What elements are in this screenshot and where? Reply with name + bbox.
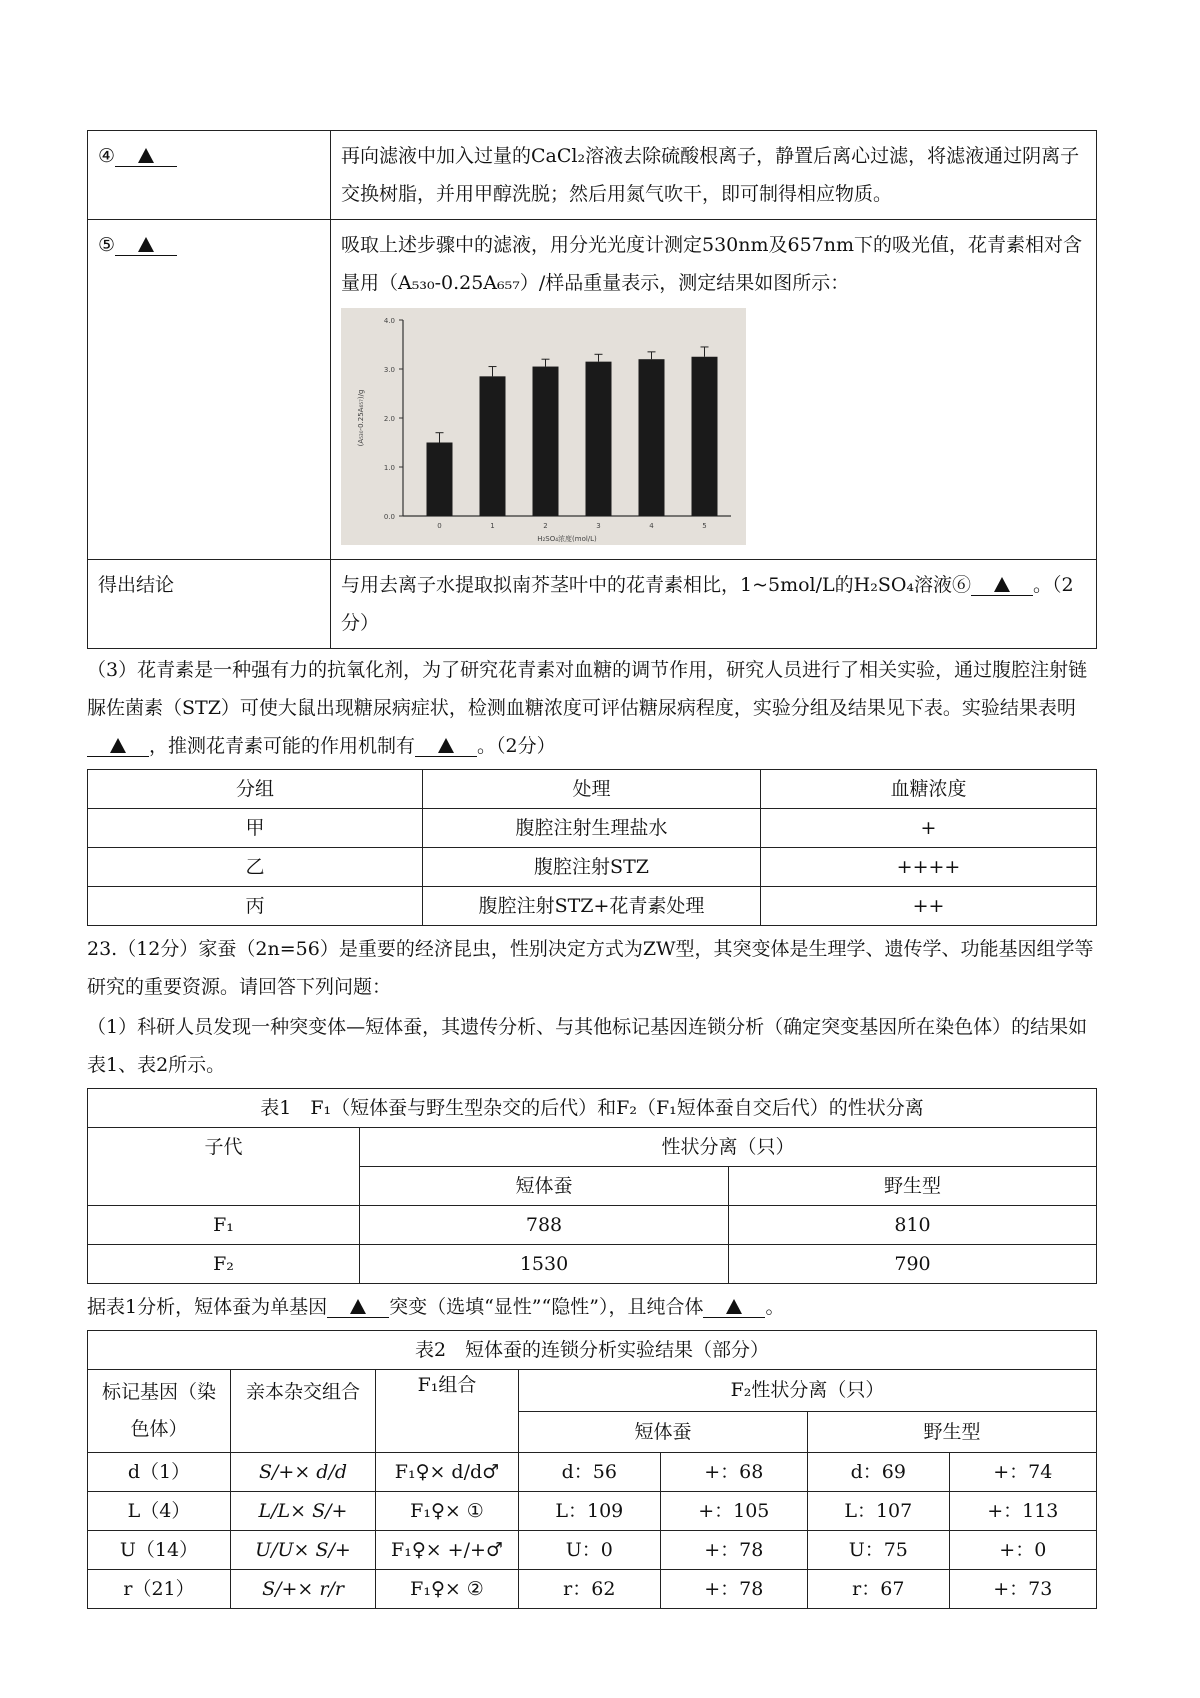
bar	[586, 362, 612, 516]
exam-page	[87, 130, 1097, 1609]
header-glucose: 血糖浓度	[761, 770, 1097, 809]
steps-table	[87, 130, 1097, 649]
bar	[639, 359, 665, 516]
table-cell: F₁♀× ①	[376, 1492, 519, 1531]
table-cell: d：56	[519, 1453, 661, 1492]
table-row	[88, 1492, 1097, 1531]
q3-text-a: （3）花青素是一种强有力的抗氧化剂，为了研究花青素对血糖的调节作用，研究人员进行了相关实验，通过腹腔注射链脲佐菌素（STZ）可使大鼠出现糖尿病症状，检测血糖浓度可评估糖尿病程度，实验分组及结果见下表。实验结果表明	[87, 659, 1088, 719]
table2-title: 表2 短体蚕的连锁分析实验结果（部分）	[88, 1331, 1097, 1370]
table-cell: 腹腔注射生理盐水	[423, 809, 761, 848]
table-cell: 丙	[88, 887, 423, 926]
header-group: 分组	[88, 770, 423, 809]
table-row	[88, 1570, 1097, 1609]
triangle-icon	[726, 1299, 742, 1314]
table-cell: +：78	[660, 1531, 807, 1570]
step-content: 再向滤液中加入过量的CaCl₂溶液去除硫酸根离子，静置后离心过滤，将滤液通过阴离子交换树脂，并用甲醇洗脱；然后用氮气吹干，即可制得相应物质。	[331, 131, 1097, 220]
analysis-text-a: 据表1分析，短体蚕为单基因	[87, 1296, 328, 1318]
table-cell: +：0	[949, 1531, 1096, 1570]
table1-title: 表1 F₁（短体蚕与野生型杂交的后代）和F₂（F₁短体蚕自交后代）的性状分离	[88, 1089, 1097, 1128]
header-short: 短体蚕	[360, 1167, 729, 1206]
table-cell: F₁♀× d/d♂	[376, 1453, 519, 1492]
table-cell: d（1）	[88, 1453, 231, 1492]
triangle-icon	[138, 148, 154, 163]
table-row	[88, 560, 1097, 649]
conclusion-text: 与用去离子水提取拟南芥茎叶中的花青素相比，1~5mol/L的H₂SO₄溶液⑥	[341, 574, 972, 596]
header-cross: 亲本杂交组合	[231, 1370, 376, 1453]
table-cell: U：0	[519, 1531, 661, 1570]
score-note: 。（2分）	[341, 574, 1074, 634]
table-cell: L/L× S/+	[231, 1492, 376, 1531]
table-row	[88, 1531, 1097, 1570]
table-header-row	[88, 1128, 1097, 1167]
table-cell: +：113	[949, 1492, 1096, 1531]
answer-blank	[115, 147, 177, 167]
x-tick-label: 0	[437, 522, 442, 530]
q3-text-b: ，推测花青素可能的作用机制有	[149, 735, 416, 757]
table-cell: 乙	[88, 848, 423, 887]
table-cell: 788	[360, 1206, 729, 1245]
table-cell: +：74	[949, 1453, 1096, 1492]
x-axis-label: H₂SO₄浓度(mol/L)	[537, 535, 597, 543]
y-tick-label: 3.0	[383, 366, 395, 374]
table-cell: L：107	[807, 1492, 949, 1531]
table-cell: +：68	[660, 1453, 807, 1492]
header-treatment: 处理	[423, 770, 761, 809]
table-cell: 790	[729, 1245, 1097, 1284]
table-cell: 腹腔注射STZ	[423, 848, 761, 887]
x-tick-label: 4	[649, 522, 654, 530]
analysis-paragraph	[87, 1288, 1097, 1326]
table-cell: S/+× d/d	[231, 1453, 376, 1492]
bar-chart	[341, 308, 746, 545]
table-row	[88, 220, 1097, 560]
x-tick-label: 2	[543, 522, 548, 530]
table-cell: L：109	[519, 1492, 661, 1531]
table-title-row	[88, 1089, 1097, 1128]
answer-blank	[327, 1298, 389, 1318]
x-tick-label: 1	[490, 522, 495, 530]
table-header-row	[88, 770, 1097, 809]
triangle-icon	[994, 577, 1010, 592]
y-axis-label: (A₅₃₀-0.25A₆₅₇)/g	[357, 389, 365, 447]
table-cell: 810	[729, 1206, 1097, 1245]
header-marker: 标记基因（染色体）	[88, 1370, 231, 1453]
table-cell: U/U× S/+	[231, 1531, 376, 1570]
answer-blank	[971, 576, 1033, 596]
table-cell: U（14）	[88, 1531, 231, 1570]
step-label: 得出结论	[88, 560, 331, 649]
y-tick-label: 1.0	[383, 464, 395, 472]
table1	[87, 1088, 1097, 1284]
step-label: ④	[98, 145, 116, 167]
step-label: ⑤	[98, 234, 116, 256]
q3-text-c: 。（2分）	[477, 735, 556, 757]
table-cell: ++++	[761, 848, 1097, 887]
q3-paragraph	[87, 651, 1097, 765]
triangle-icon	[110, 738, 126, 753]
table-cell: +：105	[660, 1492, 807, 1531]
bar	[427, 443, 453, 517]
analysis-text-c: 。	[765, 1296, 785, 1318]
answer-blank	[703, 1298, 765, 1318]
answer-blank	[415, 737, 477, 757]
table-cell: U：75	[807, 1531, 949, 1570]
header-f2: F₂性状分离（只）	[519, 1370, 1097, 1412]
bar	[533, 367, 559, 516]
header-separation: 性状分离（只）	[360, 1128, 1097, 1167]
table-cell: d：69	[807, 1453, 949, 1492]
table-cell: 腹腔注射STZ+花青素处理	[423, 887, 761, 926]
table-cell: +：78	[660, 1570, 807, 1609]
table-cell: F₁♀× +/+♂	[376, 1531, 519, 1570]
table-row	[88, 809, 1097, 848]
table-cell: 甲	[88, 809, 423, 848]
step-content: 吸取上述步骤中的滤液，用分光光度计测定530nm及657nm下的吸光值，花青素相对含量用（A₅₃₀-0.25A₆₅₇）/样品重量表示，测定结果如图所示：	[341, 234, 1083, 294]
table-cell: +：73	[949, 1570, 1096, 1609]
header-f1: F₁组合	[376, 1370, 519, 1453]
x-tick-label: 5	[702, 522, 707, 530]
bar	[692, 357, 718, 516]
table-cell: r（21）	[88, 1570, 231, 1609]
table-cell: ++	[761, 887, 1097, 926]
y-tick-label: 0.0	[383, 513, 395, 521]
table-title-row	[88, 1331, 1097, 1370]
bar	[480, 376, 506, 516]
triangle-icon	[350, 1299, 366, 1314]
table-cell: F₁♀× ②	[376, 1570, 519, 1609]
q3-table	[87, 769, 1097, 926]
table-cell: F₁	[88, 1206, 360, 1245]
x-tick-label: 3	[596, 522, 601, 530]
triangle-icon	[438, 738, 454, 753]
y-tick-label: 4.0	[383, 317, 395, 325]
table-header-row	[88, 1370, 1097, 1412]
table-row	[88, 131, 1097, 220]
table-row	[88, 848, 1097, 887]
header-offspring: 子代	[88, 1128, 360, 1206]
header-wild: 野生型	[729, 1167, 1097, 1206]
table-row	[88, 1245, 1097, 1284]
analysis-text-b: 突变（选填“显性”“隐性”），且纯合体	[389, 1296, 704, 1318]
table-cell: S/+× r/r	[231, 1570, 376, 1609]
table-cell: F₂	[88, 1245, 360, 1284]
q23-part1: （1）科研人员发现一种突变体—短体蚕，其遗传分析、与其他标记基因连锁分析（确定突变基因所在染色体）的结果如表1、表2所示。	[87, 1016, 1088, 1076]
table-cell: r：67	[807, 1570, 949, 1609]
header-short: 短体蚕	[519, 1411, 808, 1453]
answer-blank	[87, 737, 149, 757]
table-cell: r：62	[519, 1570, 661, 1609]
table-row	[88, 887, 1097, 926]
table-cell: 1530	[360, 1245, 729, 1284]
table-cell: L（4）	[88, 1492, 231, 1531]
answer-blank	[115, 236, 177, 256]
bar-chart-svg	[341, 308, 746, 545]
table-row	[88, 1453, 1097, 1492]
header-wild: 野生型	[807, 1411, 1096, 1453]
q23-intro: 23.（12分）家蚕（2n=56）是重要的经济昆虫，性别决定方式为ZW型，其突变体是生理学、遗传学、功能基因组学等研究的重要资源。请回答下列问题：	[87, 938, 1094, 998]
table-row	[88, 1206, 1097, 1245]
triangle-icon	[138, 237, 154, 252]
table2	[87, 1330, 1097, 1609]
y-tick-label: 2.0	[383, 415, 395, 423]
table-cell: +	[761, 809, 1097, 848]
